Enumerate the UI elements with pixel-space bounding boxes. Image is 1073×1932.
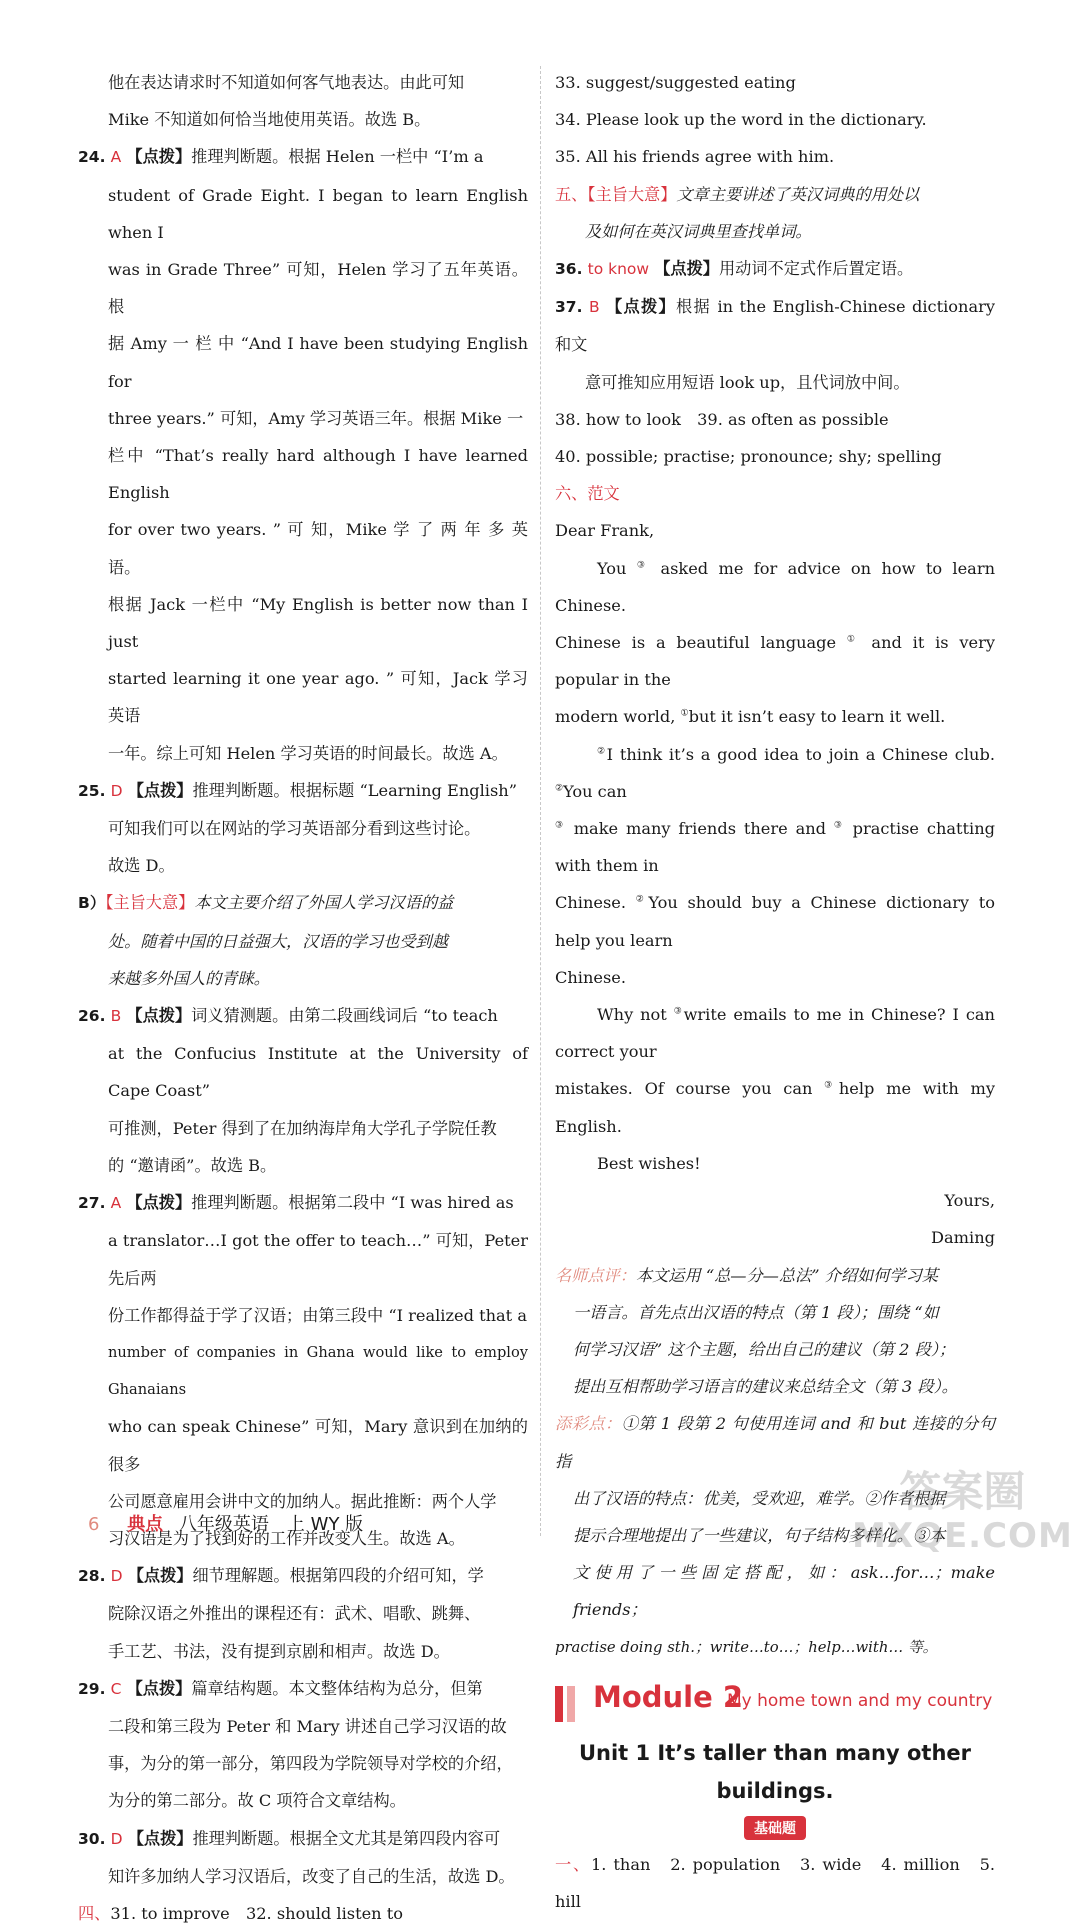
text-line: 意可推知应用短语 look up，且代词放中间。: [585, 372, 910, 392]
answer-letter: D: [110, 1829, 123, 1848]
teacher-comment: [555, 1257, 995, 1406]
hint-tag: 【点拨】: [127, 1828, 193, 1848]
text-line: for over two years. ” 可 知，Mike 学 了 两 年 多 英 语。: [108, 520, 528, 577]
text-line: 31. to improve 32. should listen to: [110, 1903, 403, 1923]
letter-text: Chinese.: [555, 893, 636, 913]
hint-tag: 【点拨】: [126, 1006, 192, 1026]
text-line: started learning it one year ago. ” 可知，Jack 学习英语: [108, 669, 528, 726]
letter-text: Why not: [597, 1005, 674, 1025]
answer-text: to know: [587, 260, 650, 279]
letter-text: asked me for advice on how to learn Chinese.: [555, 558, 995, 615]
text-line: 的 “邀请函”。故选 B。: [108, 1155, 277, 1175]
question-number: 29.: [78, 1679, 106, 1698]
text-line: was in Grade Three” 可知，Helen 学习了五年英语。根: [108, 260, 528, 317]
answer-26: [78, 997, 528, 1184]
text-line: student of Grade Eight. I began to learn English when I: [108, 185, 528, 242]
page-number: 6: [88, 1514, 100, 1535]
section-label: B）: [78, 894, 106, 913]
letter-text: I think it’s a good idea to join a Chinese club.: [606, 744, 995, 764]
text-line: 故选 D。: [108, 856, 175, 876]
module-subtitle: My home town and my country: [727, 1690, 993, 1711]
answer-letter: C: [110, 1679, 122, 1698]
watermark-text: 答案圈: [899, 1467, 1026, 1516]
text-line: practise doing sth.；write…to…；help…with… 等。: [555, 1638, 938, 1656]
text-line: a translator…I got the offer to teach…” 可知，Peter 先后两: [108, 1231, 528, 1288]
answer-25: [78, 772, 528, 885]
text-line: 词义猜测题。由第二段画线词后 “to teach: [191, 1006, 498, 1026]
letter-closing: Best wishes!: [597, 1153, 701, 1173]
question-number: 24.: [78, 148, 106, 167]
hint-tag: 【点拨】: [127, 1566, 193, 1586]
main-idea-tag: 【主旨大意】: [105, 893, 195, 913]
marker: ①: [680, 709, 689, 720]
marker: ③: [636, 560, 651, 571]
marker: ②: [635, 895, 649, 906]
letter-text: Chinese.: [555, 967, 627, 987]
text-line: 细节理解题。根据第四段的介绍可知，学: [192, 1566, 484, 1586]
text-line: 文使用了一些固定搭配，如：ask…for…；make friends；: [573, 1563, 995, 1620]
letter-text: and it is very popular in the: [555, 633, 996, 690]
hint-tag: 【点拨】: [127, 780, 193, 800]
answer-letter: A: [110, 1194, 122, 1213]
text-line: 用动词不定式作后置定语。: [718, 259, 914, 279]
marker: ②: [597, 746, 607, 757]
column-divider: [540, 66, 541, 1536]
letter-greeting: Dear Frank,: [555, 521, 655, 541]
letter-text: mistakes. Of course you can: [555, 1079, 825, 1099]
text-line: 公司愿意雇用会讲中文的加纳人。据此推断：两个人学: [108, 1491, 497, 1511]
letter-text: make many friends there and: [565, 819, 834, 839]
hint-tag: 【点拨】: [126, 1678, 192, 1698]
letter-signature: Daming: [931, 1228, 995, 1248]
text-line: 可知我们可以在网站的学习英语部分看到这些讨论。: [108, 819, 481, 839]
module-title: Module 2: [593, 1679, 744, 1714]
text-line: 推理判断题。根据第二段中 “I was hired as: [191, 1193, 514, 1213]
marker: ③: [555, 820, 566, 831]
text-line: 习汉语是为了找到好的工作并改变人生。故选 A。: [108, 1528, 465, 1548]
text-line: 一语言。首先点出汉语的特点（第 1 段）；围绕 “如: [573, 1302, 939, 1322]
answer-27: [78, 1184, 528, 1557]
text-line: 根据 in the English-Chinese dictionary 和文: [555, 297, 996, 355]
badge-row: [555, 1816, 995, 1840]
marker: ①: [846, 634, 861, 645]
text-line: 35. All his friends agree with him.: [555, 147, 835, 167]
unit-title: buildings.: [716, 1778, 834, 1803]
text-line: 二段和第三段为 Peter 和 Mary 讲述自己学习汉语的故: [108, 1716, 507, 1736]
text-line: 他在表达请求时不知道如何客气地表达。由此可知: [108, 73, 465, 92]
module-header: [555, 1674, 995, 1734]
marker: ②: [555, 783, 564, 794]
text-line: 处。随着中国的日益强大，汉语的学习也受到越: [108, 931, 448, 951]
letter-text: You can: [563, 781, 627, 801]
text-line: 一年。综上可知 Helen 学习英语的时间最长。故选 A。: [108, 743, 508, 763]
marker: ③: [824, 1081, 839, 1092]
text-line: 手工艺、书法，没有提到京剧和相声。故选 D。: [108, 1641, 450, 1661]
watermark: [852, 1467, 1073, 1558]
section-label: 四、: [78, 1903, 111, 1923]
section-label: 六、: [555, 484, 588, 504]
text-line: 文章主要讲述了英汉词典的用处以: [676, 184, 920, 204]
letter-text: but it isn’t easy to learn it well.: [688, 707, 946, 727]
answer-28: [78, 1557, 528, 1670]
basic-badge: 基础题: [744, 1816, 806, 1840]
right-column: [555, 64, 995, 1920]
letter-text: help me with my English.: [555, 1079, 995, 1136]
answer-37: [555, 288, 995, 401]
text-line: 推理判断题。根据全文尤其是第四段内容可: [192, 1828, 501, 1848]
sample-letter: [555, 512, 995, 1256]
watermark-url: MXQE.COM: [852, 1516, 1073, 1556]
module-bar-icon: [555, 1686, 563, 1722]
brand-logo: 典点: [127, 1514, 164, 1535]
text-line: 何学习汉语” 这个主题，给出自己的建议（第 2 段）；: [573, 1339, 956, 1359]
marker: ③: [833, 820, 845, 831]
text-line: 出了汉语的特点：优美，受欢迎，难学。②作者根据: [573, 1488, 946, 1508]
text-line: 根据 Jack 一栏中 “My English is better now than I just: [108, 594, 528, 652]
answer-30: [78, 1820, 528, 1895]
text-line: 提出互相帮助学习语言的建议来总结全文（第 3 段）。: [573, 1377, 958, 1397]
sample-essay-tag: 范文: [587, 484, 620, 504]
letter-text: practise chatting with them in: [555, 819, 996, 876]
text-line: 篇章结构题。本文整体结构为总分，但第: [191, 1678, 483, 1698]
text-line: 院除汉语之外推出的课程还有：武术、唱歌、跳舞、: [108, 1604, 481, 1624]
text-line: 40. possible; practise; pronounce; shy; spelling: [555, 447, 942, 467]
text-line: 38. how to look 39. as often as possible: [555, 409, 889, 429]
text-line: 34. Please look up the word in the dictionary.: [555, 110, 927, 130]
hint-tag: 【点拨】: [654, 259, 719, 279]
question-number: 30.: [78, 1829, 106, 1848]
text-line: 来越多外国人的青睐。: [108, 968, 270, 988]
main-idea-tag: 【主旨大意】: [587, 184, 677, 204]
text-line: 推理判断题。根据标题 “Learning English”: [192, 780, 517, 800]
section-b: [78, 884, 528, 997]
text-line: 据 Amy 一 栏 中 “And I have been studying English for: [108, 334, 528, 391]
comment-tag: 添彩点：: [555, 1414, 622, 1434]
answer-29: [78, 1670, 528, 1820]
question-number: 28.: [78, 1567, 106, 1586]
text-line: ①第 1 段第 2 句使用连词 and 和 but 连接的分句指: [555, 1414, 996, 1471]
answer-letter: D: [110, 781, 123, 800]
answer-letter: B: [110, 1007, 122, 1026]
hint-tag: 【点拨】: [126, 147, 192, 167]
page-footer: [88, 1510, 363, 1536]
text-line: 本文运用 “总—分—总法” 介绍如何学习某: [635, 1265, 938, 1285]
hint-tag: 【点拨】: [126, 1193, 192, 1213]
text-line: at the Confucius Institute at the University of Cape Coast”: [108, 1044, 528, 1101]
section-5: [555, 176, 995, 250]
question-number: 37.: [555, 298, 583, 317]
question-number: 27.: [78, 1194, 106, 1213]
text-line: 可推测，Peter 得到了在加纳海岸角大学孔子学院任教: [108, 1118, 497, 1138]
section-6: [555, 475, 995, 512]
section-1: [555, 1846, 995, 1920]
answer-36: [555, 250, 995, 288]
text-line: three years.” 可知，Amy 学习英语三年。根据 Mike 一: [108, 408, 524, 428]
question-number: 36.: [555, 260, 583, 279]
answer-24: [78, 138, 528, 771]
left-column: [78, 64, 528, 1932]
text-line: 事，为分的第一部分，第四段为学院领导对学校的介绍，: [108, 1754, 513, 1774]
section-label: 一、: [555, 1854, 591, 1874]
text-line: 及如何在英汉词典里查找单词。: [585, 221, 812, 241]
text-line: 栏中 “That’s really hard although I have learned English: [108, 446, 528, 503]
text-line: number of companies in Ghana would like to employ Ghanaians: [108, 1343, 528, 1399]
text-line: 本文主要介绍了外国人学习汉语的益: [194, 893, 454, 913]
section-label: 五、: [555, 184, 588, 204]
book-title: 八年级英语 上 WY 版: [178, 1514, 364, 1535]
letter-text: You: [597, 558, 637, 578]
hint-tag: 【点拨】: [606, 297, 677, 317]
question-number: 26.: [78, 1007, 106, 1026]
answer-letter: B: [588, 298, 600, 317]
letter-text: modern world,: [555, 707, 681, 727]
answer-letter: A: [110, 148, 122, 167]
letter-text: write emails to me in Chinese? I can correct your: [555, 1005, 995, 1062]
text-line: 1. than 2. population 3. wide 4. million 5. hill: [555, 1854, 996, 1911]
text-line: 推理判断题。根据 Helen 一栏中 “I’m a: [191, 147, 484, 167]
marker: ③: [673, 1006, 684, 1017]
section-4: [78, 1895, 528, 1932]
letter-text: You should buy a Chinese dictionary to help you learn: [555, 893, 996, 950]
text-line: 知许多加纳人学习汉语后，改变了自己的生活，故选 D。: [108, 1866, 515, 1886]
question-number: 25.: [78, 781, 106, 800]
text-line: who can speak Chinese” 可知，Mary 意识到在加纳的很多: [108, 1417, 528, 1474]
answer-letter: D: [110, 1567, 123, 1586]
text-line: 为分的第二部分。故 C 项符合文章结构。: [108, 1791, 406, 1811]
letter-text: Chinese is a beautiful language: [555, 633, 847, 653]
comment-tag: 名师点评：: [555, 1265, 636, 1285]
module-bar-icon: [567, 1686, 575, 1722]
text-line: Mike 不知道如何恰当地使用英语。故选 B。: [108, 110, 431, 130]
text-line: 份工作都得益于学了汉语；由第三段中 “I realized that a: [108, 1305, 527, 1325]
letter-yours: Yours,: [944, 1191, 995, 1211]
text-line: 33. suggest/suggested eating: [555, 73, 796, 92]
unit-title: Unit 1 It’s taller than many other: [578, 1740, 972, 1765]
text-line: 提示合理地提出了一些建议，句子结构多样化。③本: [573, 1525, 946, 1545]
